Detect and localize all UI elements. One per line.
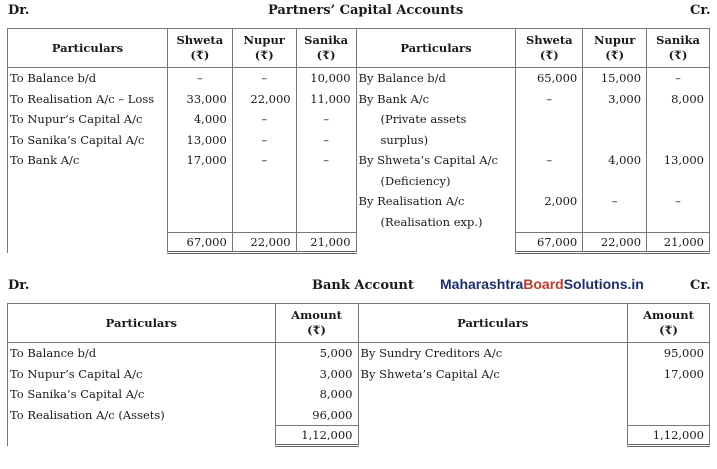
capital-dr-label: Dr.: [8, 3, 30, 18]
table-row: [8, 212, 710, 233]
bank-cr-amount: [628, 405, 710, 426]
capital-cr-label: Cr.: [690, 3, 711, 18]
bank-cr-particular: By Shweta’s Capital A/c: [358, 364, 628, 385]
capital-cr-nupur: 3,000: [583, 89, 647, 110]
capital-dr-nupur: [232, 212, 296, 233]
capital-totals-row: [8, 233, 710, 253]
capital-cr-nupur: –: [583, 191, 647, 212]
capital-dr-total-shweta: 67,000: [167, 233, 232, 253]
capital-cr-shweta: [516, 171, 583, 192]
bank-dr-amount: 96,000: [275, 405, 358, 426]
capital-cr-nupur: [583, 212, 647, 233]
table-row: [8, 130, 710, 151]
capital-cr-sanika: [647, 171, 710, 192]
table-row: [8, 384, 710, 405]
capital-cr-particulars-header: Particulars: [356, 29, 516, 68]
capital-cr-shweta: 2,000: [516, 191, 583, 212]
capital-cr-nupur: 4,000: [583, 150, 647, 171]
capital-dr-shweta: [167, 171, 232, 192]
capital-cr-sanika-header: Sanika (₹): [647, 29, 710, 68]
capital-cr-shweta: [516, 109, 583, 130]
bank-dr-total: 1,12,000: [275, 426, 358, 446]
capital-dr-shweta: 17,000: [167, 150, 232, 171]
table-row: [8, 343, 710, 364]
capital-dr-particular: [8, 191, 168, 212]
capital-cr-shweta-header: Shweta (₹): [516, 29, 583, 68]
capital-cr-particular: By Realisation A/c: [356, 191, 516, 212]
capital-cr-sanika: –: [647, 191, 710, 212]
capital-dr-shweta: [167, 212, 232, 233]
capital-dr-shweta: 13,000: [167, 130, 232, 151]
bank-cr-amount: [628, 384, 710, 405]
capital-dr-sanika: 10,000: [296, 68, 356, 89]
capital-dr-sanika-header: Sanika (₹): [296, 29, 356, 68]
capital-dr-particular: [8, 171, 168, 192]
capital-dr-sanika: [296, 171, 356, 192]
capital-cr-nupur: [583, 171, 647, 192]
bank-dr-particular: To Realisation A/c (Assets): [8, 405, 276, 426]
table-row: [8, 89, 710, 110]
bank-totals-row: [8, 426, 710, 446]
bank-dr-particulars-header: Particulars: [8, 304, 276, 343]
bank-dr-amount: 3,000: [275, 364, 358, 385]
capital-cr-particular: By Balance b/d: [356, 68, 516, 89]
capital-dr-shweta: 33,000: [167, 89, 232, 110]
table-row: [8, 191, 710, 212]
bank-table: [7, 303, 710, 447]
bank-title: Bank Account: [312, 278, 414, 293]
bank-cr-total: 1,12,000: [628, 426, 710, 446]
capital-cr-sanika: [647, 109, 710, 130]
bank-dr-particular: To Sanika’s Capital A/c: [8, 384, 276, 405]
capital-dr-shweta: [167, 191, 232, 212]
capital-dr-sanika: 11,000: [296, 89, 356, 110]
capital-cr-nupur-header: Nupur (₹): [583, 29, 647, 68]
bank-dr-total-spacer: [8, 426, 276, 446]
capital-cr-particular: (Private assets: [356, 109, 516, 130]
capital-cr-sanika: [647, 212, 710, 233]
bank-dr-amount: 5,000: [275, 343, 358, 364]
capital-cr-total-shweta: 67,000: [516, 233, 583, 253]
bank-dr-label: Dr.: [8, 278, 30, 293]
capital-dr-nupur: –: [232, 68, 296, 89]
capital-dr-nupur: [232, 191, 296, 212]
capital-cr-sanika: 8,000: [647, 89, 710, 110]
bank-dr-particular: To Nupur’s Capital A/c: [8, 364, 276, 385]
capital-cr-shweta: –: [516, 150, 583, 171]
bank-cr-label: Cr.: [690, 278, 711, 293]
bank-cr-amount: 95,000: [628, 343, 710, 364]
capital-dr-particular: To Bank A/c: [8, 150, 168, 171]
table-row: [8, 364, 710, 385]
capital-header-row: [8, 29, 710, 68]
capital-dr-particular: To Sanika’s Capital A/c: [8, 130, 168, 151]
capital-dr-sanika: –: [296, 130, 356, 151]
bank-cr-particulars-header: Particulars: [358, 304, 628, 343]
bank-cr-total-spacer: [358, 426, 628, 446]
capital-cr-total-nupur: 22,000: [583, 233, 647, 253]
capital-cr-shweta: 65,000: [516, 68, 583, 89]
capital-dr-total-nupur: 22,000: [232, 233, 296, 253]
capital-cr-particular: surplus): [356, 130, 516, 151]
capital-cr-shweta: [516, 212, 583, 233]
capital-dr-total-sanika: 21,000: [296, 233, 356, 253]
capital-cr-particular: By Bank A/c: [356, 89, 516, 110]
bank-cr-particular: [358, 384, 628, 405]
capital-dr-particulars-header: Particulars: [8, 29, 168, 68]
capital-dr-nupur-header: Nupur (₹): [232, 29, 296, 68]
bank-cr-particular: By Sundry Creditors A/c: [358, 343, 628, 364]
capital-dr-shweta: –: [167, 68, 232, 89]
table-row: [8, 109, 710, 130]
capital-dr-shweta-header: Shweta (₹): [167, 29, 232, 68]
table-row: [8, 68, 710, 89]
capital-dr-particular: To Realisation A/c – Loss: [8, 89, 168, 110]
capital-dr-particular: To Balance b/d: [8, 68, 168, 89]
bank-dr-amount: 8,000: [275, 384, 358, 405]
watermark-logo: MaharashtraBoardSolutions.in: [440, 276, 644, 292]
table-row: [8, 150, 710, 171]
capital-cr-nupur: [583, 109, 647, 130]
capital-dr-sanika: –: [296, 109, 356, 130]
capital-cr-sanika: –: [647, 68, 710, 89]
capital-dr-sanika: –: [296, 150, 356, 171]
table-row: [8, 171, 710, 192]
capital-dr-shweta: 4,000: [167, 109, 232, 130]
capital-cr-sanika: [647, 130, 710, 151]
bank-dr-amount-header: Amount (₹): [275, 304, 358, 343]
capital-dr-sanika: [296, 191, 356, 212]
capital-cr-total-spacer: [356, 233, 516, 253]
table-row: [8, 405, 710, 426]
capital-dr-nupur: –: [232, 150, 296, 171]
capital-dr-particular: To Nupur’s Capital A/c: [8, 109, 168, 130]
bank-dr-particular: To Balance b/d: [8, 343, 276, 364]
bank-cr-particular: [358, 405, 628, 426]
bank-cr-amount-header: Amount (₹): [628, 304, 710, 343]
capital-cr-sanika: 13,000: [647, 150, 710, 171]
capital-dr-particular: [8, 212, 168, 233]
capital-cr-particular: By Shweta’s Capital A/c: [356, 150, 516, 171]
capital-dr-nupur: [232, 171, 296, 192]
bank-cr-amount: 17,000: [628, 364, 710, 385]
capital-cr-nupur: 15,000: [583, 68, 647, 89]
capital-dr-nupur: 22,000: [232, 89, 296, 110]
capital-dr-nupur: –: [232, 109, 296, 130]
bank-header-row: [8, 304, 710, 343]
capital-title: Partners’ Capital Accounts: [268, 3, 464, 18]
capital-cr-nupur: [583, 130, 647, 151]
capital-cr-shweta: [516, 130, 583, 151]
capital-cr-total-sanika: 21,000: [647, 233, 710, 253]
capital-cr-particular: (Deficiency): [356, 171, 516, 192]
capital-table: [7, 28, 710, 254]
capital-cr-shweta: –: [516, 89, 583, 110]
capital-dr-nupur: –: [232, 130, 296, 151]
capital-dr-total-spacer: [8, 233, 168, 253]
capital-dr-sanika: [296, 212, 356, 233]
capital-cr-particular: (Realisation exp.): [356, 212, 516, 233]
